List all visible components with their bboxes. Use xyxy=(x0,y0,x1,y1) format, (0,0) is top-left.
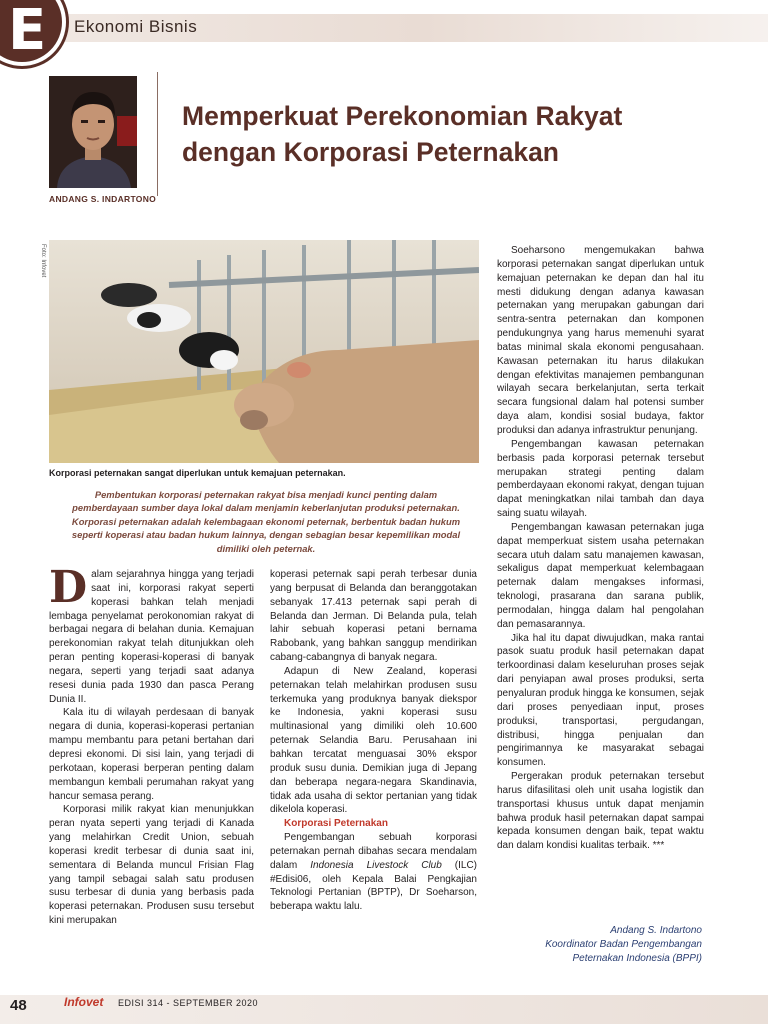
author-portrait-icon xyxy=(49,76,137,188)
author-photo xyxy=(49,76,137,188)
photo-caption: Korporasi peternakan sangat diperlukan untuk kemajuan peternakan. xyxy=(49,468,346,478)
body-text: Pengembangan sebuah korporasi peternakan pernah dibahas secara mendalam dalam xyxy=(270,832,477,871)
body-paragraph: Adapun di New Zealand, koperasi peternakan telah melahirkan produsen susu terkemuka yang produknya banyak diekspor ke Indonesia, yakni koperasi susu multinasional yang dimiliki oleh 10.600 peternak Selandia Baru. Perusahaan ini bahkan tercatat menguasai 30% ekspor produk susu dunia. Demikian juga di Jepang dan beberapa negara-negara Skandinavia, tidak ada usaha di sektor pertanian yang tidak dikelola koperasi. xyxy=(270,665,477,816)
body-paragraph: Pengembangan kawasan peternakan berbasis pada korporasi peternak tersebut merupakan strategi penting dalam pemberdayaan ekonomi rakyat, dengan tujuan dapat meningkatkan nilai tambah dan daya saing suatu wilayah. xyxy=(497,438,704,520)
author-signoff xyxy=(470,924,702,966)
signoff-role-line-2: Peternakan Indonesia (BPPI) xyxy=(572,953,702,964)
body-paragraph: Pengembangan kawasan peternakan juga dapat memperkuat sistem usaha peternakan secara utuh dalam satu manajemen kawasan, sekaligus dapat memperkuat kelembagaan peternak dalam mengakses informasi, teknologi, prasarana dan sarana publik, permodalan, hingga dalam hal pengolahan dan pemasarannya. xyxy=(497,521,704,630)
body-paragraph: koperasi peternak sapi perah terbesar dunia yang berpusat di Belanda dan beranggotakan sebanyak 17.413 peternak sapi perah di Belanda dan Jerman. Di Belanda pula, telah lahir sebuah koperasi petani bernama Rabobank, yang bahkan sanggup mendirikan cabang-cabangnya di banyak negara. xyxy=(270,569,477,664)
body-paragraph: Soeharsono mengemukakan bahwa korporasi peternakan sangat diperlukan untuk kemajuan peternakan ke depan dan hal itu mesti didukung dengan adanya kawasan peternakan yang merupakan gabungan dari sentra-sentra peternakan dan komponen pendukungnya yang harus memenuhi syarat batas minimal skala ekonomi pengusahaan. Kawasan peternakan itu harus dilakukan dengan efektivitas manajemen pembangunan wilayah secara berkelanjutan, serta terkait secara fungsional dalam hal potensi sumber daya alam, kondisi sosial budaya, faktor produksi dan adanya infrastruktur penunjang. xyxy=(497,245,704,436)
article-title-line-2: dengan Korporasi Peternakan xyxy=(182,137,559,167)
body-text: (ILC) #Edisi06, oleh Kepala Balai Pengkajian Teknologi Pertanian (BPTP), Dr Soeharson, beberapa waktu lalu. xyxy=(270,859,477,913)
article-title-line-1: Memperkuat Perekonomian Rakyat xyxy=(182,101,623,131)
body-paragraph: Korporasi milik rakyat kian menunjukkan peran nyata seperti yang terjadi di Kanada yang melahirkan Credit Union, sebuah koperasi kredit terbesar di dunia saat ini, sementara di Belanda muncul Frisian Flag yang tampil sebagai salah satu produsen susu terbesar di dunia yang berbasis pada koperasi peternakan. Produsen susu tersebut kini merupakan xyxy=(49,804,254,927)
magazine-logo: Infovet xyxy=(64,995,104,1009)
event-name: Indonesia Livestock Club xyxy=(310,859,442,871)
article-lead: Pembentukan korporasi peternakan rakyat bisa menjadi kunci penting dalam pemberdayaan sumber daya lokal dalam menjamin keberlanjutan produksi peternakan. Korporasi peternakan adalah kelembagaan ekonomi peternak, berbentuk badan hukum seperti koperasi atau badan hukum lainnya, dengan sebagian besar kepemilikan modal dimiliki oleh peternak. xyxy=(71,489,461,554)
drop-cap: D xyxy=(49,562,88,613)
author-name: ANDANG S. INDARTONO xyxy=(49,194,157,204)
body-paragraph: Jika hal itu dapat diwujudkan, maka rantai pasok suatu produk hasil peternakan dapat terkoordinasi dalam keseluruhan proses sejak dari penyiapan awal proses produksi, serta penyaluran produk hingga ke konsumen, sejak dari proses penyediaan input, proses produksi, transportasi, pergudangan, distribusi, hingga penjualan dan pengirimannya ke masyarakat sebagai konsumen. xyxy=(497,632,704,769)
signoff-role-line-1: Koordinator Badan Pengembangan xyxy=(545,939,702,950)
cows-feeding-icon xyxy=(49,240,479,463)
text-column-3 xyxy=(497,244,704,853)
body-paragraph xyxy=(270,831,477,914)
article-title xyxy=(182,98,722,170)
body-paragraph: Kala itu di wilayah perdesaan di banyak negara di dunia, koperasi-koperasi pertanian mampu membantu para petani bertahan dari depresi ekonomi. Di sisi lain, yang terjadi di perkotaan, koperasi berperan penting dalam membangun kembali perumahan rakyat yang hancur semasa perang. xyxy=(49,707,254,802)
photo-credit: Foto: Infovet xyxy=(40,244,46,278)
body-paragraph: Pergerakan produk peternakan tersebut harus difasilitasi oleh unit usaha logistik dan transportasi khusus untuk dapat menjamin bahwa produk hasil peternakan dapat sampai kepada konsumen dengan baik, tepat waktu dan dalam kondisi kualitas terbaik. *** xyxy=(497,771,704,852)
article-photo xyxy=(49,240,479,463)
body-paragraph xyxy=(49,562,254,706)
text-column-2 xyxy=(270,568,477,914)
title-divider xyxy=(157,72,158,196)
edition-info: EDISI 314 - SEPTEMBER 2020 xyxy=(118,998,259,1008)
text-column-1 xyxy=(49,562,254,928)
body-text: alam sejarahnya hingga yang terjadi saat ini, korporasi rakyat seperti koperasi bahkan telah menjadi lembaga penyelamat perokonomian rakyat di berbagai negara di belahan dunia. Kemajuan perekonomian rakyat telah ditunjukkan oleh peran penting koperasi-koperasi di banyak negara, seperti yang terjadi saat adanya resesi dunia pada 1930 dan pasca Perang Dunia II. xyxy=(49,569,254,705)
section-badge xyxy=(0,0,66,66)
page-number: 48 xyxy=(10,997,27,1014)
footer-bar xyxy=(0,995,768,1024)
section-subheading: Korporasi Peternakan xyxy=(284,818,388,830)
signoff-name: Andang S. Indartono xyxy=(610,925,702,936)
section-label: Ekonomi Bisnis xyxy=(74,17,198,36)
section-badge-letter: E xyxy=(8,0,47,63)
